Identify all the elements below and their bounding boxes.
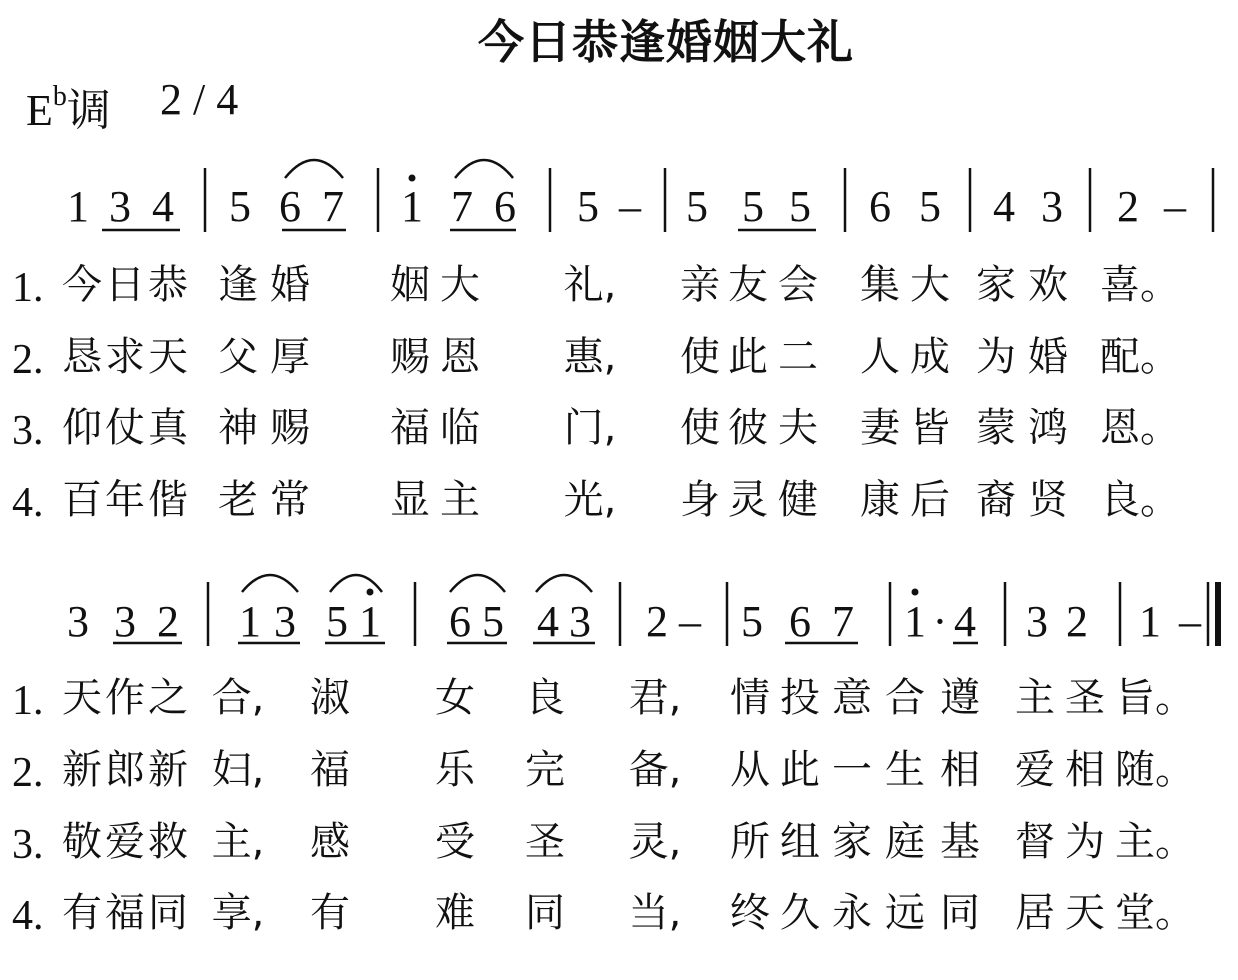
jianpu-note: 4 (993, 182, 1015, 231)
slur (242, 575, 298, 592)
jianpu-note: – (679, 597, 701, 646)
lyric-syllable: 裔 (976, 477, 1016, 523)
jianpu-note: · (932, 597, 948, 646)
jianpu-note: 4 (537, 597, 559, 646)
octave-dot (367, 589, 374, 596)
lyric-syllable: 年 (105, 477, 145, 523)
lyric-syllable: 作 (105, 675, 145, 721)
lyric-syllable: 基 (940, 819, 980, 865)
jianpu-note: 6 (449, 597, 471, 646)
lyric-syllable: 受 (435, 819, 475, 865)
lyric-syllable: 永 (832, 890, 872, 936)
time-signature: 2 / 4 (160, 75, 239, 124)
jianpu-note: 1 (1139, 597, 1161, 646)
lyric-syllable: 鸿 (1028, 405, 1068, 451)
jianpu-note: 3 (1026, 597, 1048, 646)
jianpu-note: 7 (451, 182, 473, 231)
lyric-syllable: 喜。 (1100, 262, 1180, 308)
song-title: 今日恭逢婚姻大礼 (478, 15, 854, 69)
jianpu-note: 5 (577, 182, 599, 231)
jianpu-note: 5 (686, 182, 708, 231)
lyric-syllable: 欢 (1028, 262, 1068, 308)
slur (455, 160, 513, 178)
lyric-syllable: 婚 (1028, 334, 1068, 380)
jianpu-note: 3 (274, 597, 296, 646)
lyric-syllable: 爱 (105, 819, 145, 865)
verse-number: 3. (12, 822, 44, 868)
lyric-syllable: 天 (1065, 890, 1105, 936)
jianpu-note: 1 (359, 597, 381, 646)
lyric-syllable: 远 (885, 890, 925, 936)
lyric-syllable: 康 (860, 477, 900, 523)
lyric-syllable: 恩 (440, 334, 480, 380)
lyric-syllable: 主 (440, 477, 480, 523)
lyric-syllable: 偕 (148, 477, 188, 523)
key-flat: b (52, 81, 67, 113)
lyric-syllable: 情 (730, 675, 770, 721)
lyric-syllable: 神 (218, 405, 258, 451)
lyric-syllable: 赐 (390, 334, 430, 380)
lyric-syllable: 感 (310, 819, 350, 865)
lyric-syllable: 此 (728, 334, 768, 380)
lyric-syllable: 乐 (435, 747, 475, 793)
jianpu-note: 6 (789, 597, 811, 646)
lyric-syllable: 新 (148, 747, 188, 793)
lyric-syllable: 天 (62, 675, 102, 721)
lyric-syllable: 会 (778, 262, 818, 308)
lyric-syllable: 有 (310, 890, 350, 936)
jianpu-note: 6 (494, 182, 516, 231)
lyric-syllable: 光, (563, 477, 617, 523)
lyric-syllable: 临 (440, 405, 480, 451)
lyric-syllable: 友 (728, 262, 768, 308)
lyric-syllable: 相 (940, 747, 980, 793)
jianpu-note: 5 (482, 597, 504, 646)
lyric-syllable: 常 (270, 477, 310, 523)
lyric-syllable: 礼, (563, 262, 617, 308)
verse-number: 2. (12, 337, 44, 383)
lyric-syllable: 圣 (525, 819, 565, 865)
jianpu-note: 4 (152, 182, 174, 231)
verse-number: 1. (12, 678, 44, 724)
lyric-syllable: 真 (148, 405, 188, 451)
lyric-syllable: 二 (778, 334, 818, 380)
lyric-syllable: 享, (211, 890, 265, 936)
lyric-syllable: 新 (62, 747, 102, 793)
lyric-syllable: 久 (780, 890, 820, 936)
lyric-syllable: 爱 (1015, 747, 1055, 793)
jianpu-note: 4 (954, 597, 976, 646)
slur (330, 575, 382, 592)
jianpu-note: 7 (832, 597, 854, 646)
lyric-syllable: 老 (218, 477, 258, 523)
jianpu-note: 7 (322, 182, 344, 231)
jianpu-note: 3 (109, 182, 131, 231)
lyric-syllable: 之 (148, 675, 188, 721)
lyric-syllable: 良。 (1100, 477, 1180, 523)
lyric-syllable: 后 (910, 477, 950, 523)
lyric-syllable: 夫 (778, 405, 818, 451)
lyric-syllable: 仰 (62, 405, 102, 451)
lyric-syllable: 为 (976, 334, 1016, 380)
lyric-syllable: 所 (730, 819, 770, 865)
lyric-syllable: 大 (440, 262, 480, 308)
jianpu-note: 2 (1117, 182, 1139, 231)
jianpu-note: 5 (229, 182, 251, 231)
lyric-syllable: 恩。 (1100, 405, 1180, 451)
jianpu-note: 5 (789, 182, 811, 231)
lyric-syllable: 厚 (270, 334, 310, 380)
lyric-syllable: 堂。 (1115, 890, 1195, 936)
lyric-syllable: 圣 (1065, 675, 1105, 721)
lyric-syllable: 同 (940, 890, 980, 936)
lyric-syllable: 终 (730, 890, 770, 936)
lyric-syllable: 灵, (628, 819, 682, 865)
lyric-syllable: 投 (780, 675, 820, 721)
lyric-syllable: 人 (860, 334, 900, 380)
verse-number: 4. (12, 893, 44, 939)
lyric-syllable: 婚 (270, 262, 310, 308)
jianpu-note: 6 (279, 182, 301, 231)
lyric-syllable: 生 (885, 747, 925, 793)
lyric-syllable: 今 (62, 262, 102, 308)
lyric-syllable: 惠, (563, 334, 617, 380)
jianpu-note: 3 (569, 597, 591, 646)
jianpu-note: 3 (1041, 182, 1063, 231)
lyric-syllable: 逢 (218, 262, 258, 308)
lyric-syllable: 同 (148, 890, 188, 936)
lyric-syllable: 贤 (1028, 477, 1068, 523)
jianpu-note: 1 (239, 597, 261, 646)
lyric-syllable: 女 (435, 675, 475, 721)
jianpu-note: 2 (646, 597, 668, 646)
lyric-syllable: 备, (628, 747, 682, 793)
lyric-syllable: 同 (525, 890, 565, 936)
lyric-syllable: 随。 (1115, 747, 1195, 793)
jianpu-note: 1 (401, 182, 423, 231)
verse-number: 1. (12, 265, 44, 311)
jianpu-note: 6 (869, 182, 891, 231)
key-suffix: 调 (66, 86, 111, 135)
verse-number: 3. (12, 408, 44, 454)
jianpu-note: 1 (904, 597, 926, 646)
lyric-syllable: 此 (780, 747, 820, 793)
lyric-syllable: 成 (910, 334, 950, 380)
jianpu-note: – (1179, 597, 1201, 646)
lyric-syllable: 妻 (860, 405, 900, 451)
key-letter: E (26, 86, 53, 135)
lyric-syllable: 合, (211, 675, 265, 721)
lyric-syllable: 配。 (1100, 334, 1180, 380)
lyric-syllable: 家 (976, 262, 1016, 308)
octave-dot (409, 175, 416, 182)
lyric-syllable: 恳 (62, 334, 102, 380)
lyric-syllable: 督 (1015, 819, 1055, 865)
jianpu-note: – (1164, 182, 1186, 231)
lyric-syllable: 当, (628, 890, 682, 936)
lyric-syllable: 良 (525, 675, 565, 721)
lyric-syllable: 主, (211, 819, 265, 865)
lyric-syllable: 为 (1065, 819, 1105, 865)
lyric-syllable: 庭 (885, 819, 925, 865)
lyric-syllable: 福 (390, 405, 430, 451)
lyric-syllable: 敬 (62, 819, 102, 865)
jianpu-note: 5 (326, 597, 348, 646)
jianpu-note: 5 (741, 597, 763, 646)
lyric-syllable: 使 (680, 334, 720, 380)
jianpu-note: 1 (67, 182, 89, 231)
lyric-syllable: 主。 (1115, 819, 1195, 865)
lyric-syllable: 身 (680, 477, 720, 523)
lyric-syllable: 使 (680, 405, 720, 451)
lyric-syllable: 亲 (680, 262, 720, 308)
lyric-syllable: 恭 (148, 262, 188, 308)
octave-dot (912, 589, 919, 596)
jianpu-note: 5 (742, 182, 764, 231)
lyric-syllable: 郎 (105, 747, 145, 793)
lyric-syllable: 难 (435, 890, 475, 936)
jianpu-note: 3 (114, 597, 136, 646)
slur (285, 160, 343, 178)
jianpu-note: – (619, 182, 641, 231)
jianpu-note: 2 (1066, 597, 1088, 646)
jianpu-note: 5 (919, 182, 941, 231)
lyric-syllable: 大 (910, 262, 950, 308)
lyric-syllable: 妇, (211, 747, 265, 793)
lyric-syllable: 主 (1015, 675, 1055, 721)
lyric-syllable: 门, (563, 405, 617, 451)
lyric-syllable: 福 (310, 747, 350, 793)
lyric-syllable: 百 (62, 477, 102, 523)
lyric-syllable: 蒙 (976, 405, 1016, 451)
lyric-syllable: 合 (885, 675, 925, 721)
lyric-syllable: 完 (525, 747, 565, 793)
lyric-syllable: 健 (778, 477, 818, 523)
verse-number: 4. (12, 480, 44, 526)
lyric-syllable: 父 (218, 334, 258, 380)
jianpu-note: 3 (67, 597, 89, 646)
lyric-syllable: 遵 (940, 675, 980, 721)
lyric-syllable: 灵 (728, 477, 768, 523)
lyric-syllable: 旨。 (1115, 675, 1195, 721)
lyric-syllable: 天 (148, 334, 188, 380)
lyric-syllable: 相 (1065, 747, 1105, 793)
lyric-syllable: 有 (62, 890, 102, 936)
lyric-syllable: 求 (105, 334, 145, 380)
lyric-syllable: 仗 (105, 405, 145, 451)
lyric-syllable: 家 (832, 819, 872, 865)
lyric-syllable: 显 (390, 477, 430, 523)
lyric-syllable: 集 (860, 262, 900, 308)
lyric-syllable: 彼 (728, 405, 768, 451)
lyric-syllable: 救 (148, 819, 188, 865)
lyric-syllable: 组 (780, 819, 820, 865)
lyric-syllable: 淑 (310, 675, 350, 721)
lyric-syllable: 从 (730, 747, 770, 793)
lyric-syllable: 居 (1015, 890, 1055, 936)
lyric-syllable: 日 (105, 262, 145, 308)
lyric-syllable: 姻 (390, 262, 430, 308)
lyric-syllable: 一 (832, 747, 872, 793)
lyric-syllable: 意 (832, 675, 872, 721)
lyric-syllable: 皆 (910, 405, 950, 451)
jianpu-note: 2 (157, 597, 179, 646)
verse-number: 2. (12, 750, 44, 796)
slur (450, 575, 505, 592)
lyric-syllable: 赐 (270, 405, 310, 451)
slur (536, 575, 592, 592)
lyric-syllable: 福 (105, 890, 145, 936)
lyric-syllable: 君, (628, 675, 682, 721)
